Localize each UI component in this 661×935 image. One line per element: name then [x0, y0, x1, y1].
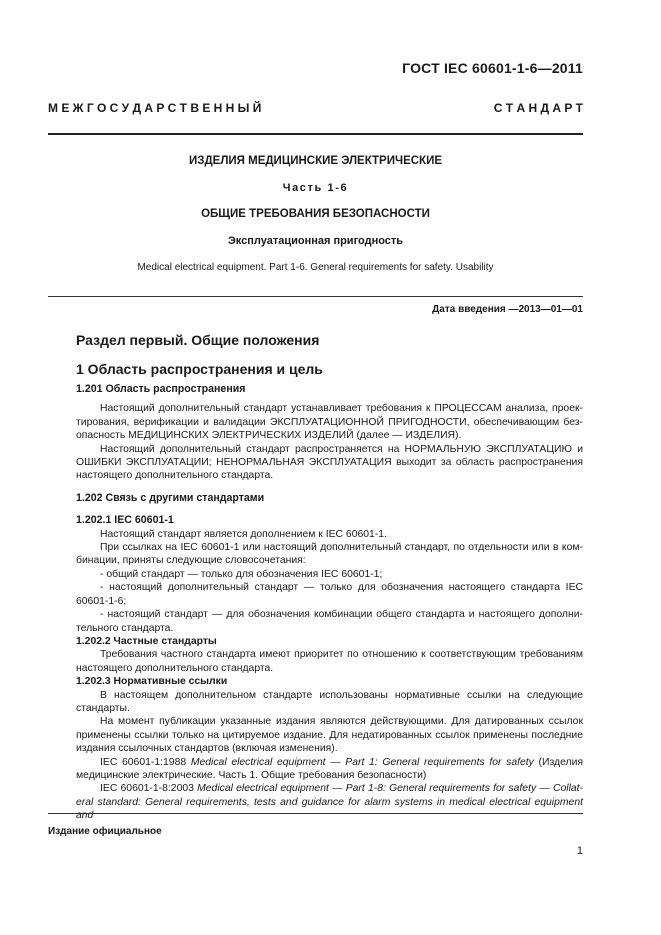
heading-1-202-1: 1.202.1 IEC 60601-1: [76, 514, 174, 527]
paragraph: В настоящем дополнительном стандарте использованы нормативные ссылки на следующие стандарты.: [76, 689, 583, 714]
reference-title: Medical electrical equipment — Part 1: General requirements for safety: [190, 756, 534, 768]
title-part: Часть 1-6: [282, 182, 349, 194]
title-line-3: ОБЩИЕ ТРЕБОВАНИЯ БЕЗОПАСНОСТИ: [201, 208, 430, 220]
title-english: Medical electrical equipment. Part 1-6. General requirements for safety. Usability: [137, 262, 494, 273]
paragraph: Настоящий дополнительный стандарт устанавливает требования к ПРОЦЕССАМ анализа, проектирования, верификации и валидации ЭКСПЛУАТАЦИОННОЙ ПРИГОДНОСТИ, обеспечивающим безопасность МЕДИЦИНСКИХ ЭЛЕКТРИЧЕСКИХ ИЗДЕЛИЙ (далее — ИЗДЕЛИЯ).: [76, 403, 583, 442]
body-text: [76, 383, 583, 823]
page-number: 1: [576, 845, 583, 857]
paragraph: Требования частного стандарта имеют приоритет по отношению к соответствующим требованиям настоящего дополнительного стандарта.: [76, 649, 583, 674]
paragraph: При ссылках на IEC 60601-1 или настоящий дополнительный стандарт, по отдельности или в комбинации, приняты следующие словосочетания:: [76, 542, 583, 567]
heading-1-201: 1.201 Область распространения: [76, 383, 246, 395]
reference-code: IEC 60601-1-8:2003: [100, 783, 198, 795]
banner-left: М Е Ж Г О С У Д А Р С Т В Е Н Н Ы Й: [48, 101, 262, 115]
footer-rule: [48, 813, 583, 814]
banner-right: С Т А Н Д А Р Т: [493, 101, 583, 115]
list-item: - настоящий дополнительный стандарт — только для обозначения настоящего стандарта IEC 60601-1-6;: [76, 582, 583, 607]
standard-banner: [48, 101, 583, 117]
heading-1-202-3: 1.202.3 Нормативные ссылки: [76, 676, 228, 688]
heading-1: 1 Область распространения и цель: [76, 361, 323, 377]
paragraph: На момент публикации указанные издания являются действующими. Для датированных ссылок применены ссылки только на цитируемое издание. Для недатированных ссылок применены последние издания ссылочных стандартов (включая изменения).: [76, 716, 583, 755]
paragraph: Настоящий дополнительный стандарт распространяется на НОРМАЛЬНУЮ ЭКСПЛУАТАЦИЮ и ОШИБКИ ЭКСПЛУАТАЦИИ; НЕНОРМАЛЬНАЯ ЭКСПЛУАТАЦИЯ выходит за область распространения настоящего дополнительного стандарта.: [76, 443, 583, 482]
edition-label: Издание официальное: [48, 826, 162, 837]
section-heading: Раздел первый. Общие положения: [76, 332, 320, 348]
title-rule: [48, 296, 583, 297]
title-line-1: ИЗДЕЛИЯ МЕДИЦИНСКИЕ ЭЛЕКТРИЧЕСКИЕ: [188, 155, 443, 167]
header-rule: [48, 133, 583, 135]
document-code: ГОСТ IEC 60601-1-6—2011: [402, 60, 583, 76]
list-item: - общий стандарт — только для обозначения IEC 60601-1;: [100, 568, 383, 580]
paragraph: Настоящий стандарт является дополнением к IEC 60601-1.: [100, 528, 387, 540]
reference-translation: (Изделия медицинские электрические. Часть 1. Общие требования безопасности): [76, 756, 584, 781]
reference-paragraph: [76, 782, 583, 822]
intro-date: Дата введения —2013—01—01: [432, 304, 583, 315]
heading-1-202: 1.202 Связь с другими стандартами: [76, 491, 265, 504]
list-item: - настоящий стандарт — для обозначения комбинации общего стандарта и настоящего дополнительного стандарта.: [76, 609, 583, 634]
title-subtitle: Эксплуатационная пригодность: [227, 235, 404, 247]
reference-paragraph: [76, 756, 583, 783]
heading-1-202-2: 1.202.2 Частные стандарты: [76, 635, 217, 647]
reference-code: IEC 60601-1:1988: [100, 756, 191, 768]
reference-title: Medical electrical equipment — Part 1-8: General requirements for safety — Collateral standard: General requirements, tests and guidance for alarm systems in medical electrical equipment and: [76, 783, 584, 822]
